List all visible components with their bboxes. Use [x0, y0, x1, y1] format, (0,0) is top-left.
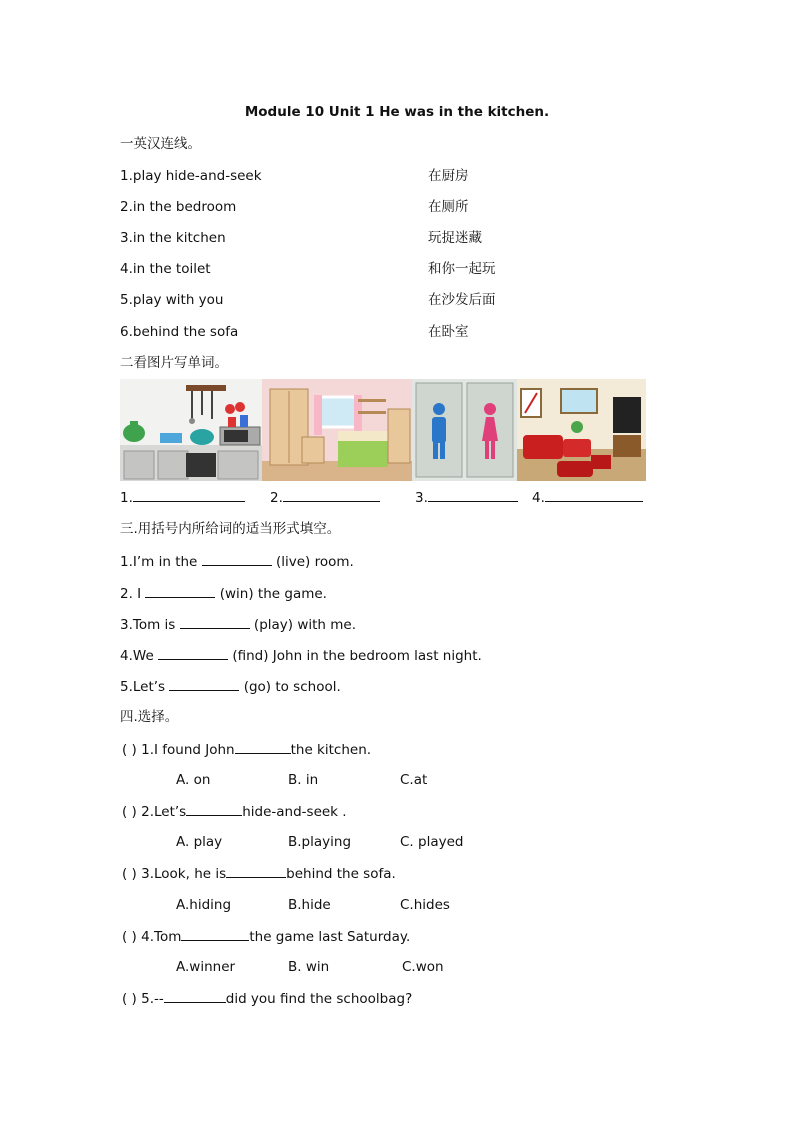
match-right-2: 在厕所 [428, 199, 469, 215]
match-left-5: 5.play with you [120, 292, 224, 308]
picture-blank-4 [532, 489, 643, 506]
fill-blank-1[interactable] [202, 553, 272, 566]
choice-question-2 [122, 803, 347, 820]
match-right-6: 在卧室 [428, 324, 469, 340]
blank-label-1: 1. [120, 490, 133, 506]
choice-question-5 [122, 990, 412, 1007]
choice-3-option-b[interactable]: B.hide [288, 897, 331, 913]
fill-blank-2[interactable] [145, 585, 215, 598]
choice-question-2-text: ( ) 2.Let’s [122, 804, 187, 820]
choice-question-3-tail: behind the sofa. [286, 866, 396, 882]
picture-blank-1 [120, 489, 245, 506]
choice-blank-2[interactable] [186, 803, 242, 816]
choice-2-option-c[interactable]: C. played [400, 834, 464, 850]
choice-4-option-b[interactable]: B. win [288, 959, 330, 975]
choice-2-option-b[interactable]: B.playing [288, 834, 352, 850]
fill-item-5 [120, 678, 341, 695]
fill-item-2-hint: (win) the game. [219, 586, 327, 602]
living-room-picture [517, 379, 646, 481]
choice-question-4 [122, 928, 410, 945]
match-right-1: 在厨房 [428, 168, 469, 184]
fill-item-5-hint: (go) to school. [243, 679, 341, 695]
fill-item-3-text: 3.Tom is [120, 617, 176, 633]
choice-3-option-c[interactable]: C.hides [400, 897, 450, 913]
choice-blank-5[interactable] [164, 990, 226, 1003]
section3-heading: 三.用括号内所给词的适当形式填空。 [120, 521, 341, 537]
choice-question-1-text: ( ) 1.I found John [122, 742, 235, 758]
choice-1-option-a[interactable]: A. on [176, 772, 211, 788]
fill-item-1-hint: (live) room. [275, 554, 354, 570]
answer-blank-1[interactable] [133, 489, 245, 502]
fill-item-4-text: 4.We [120, 648, 154, 664]
section1-heading: 一英汉连线。 [120, 136, 201, 152]
choice-blank-4[interactable] [181, 928, 249, 941]
toilet-picture [412, 379, 517, 481]
choice-question-1 [122, 741, 371, 758]
fill-item-3 [120, 616, 356, 633]
match-left-1: 1.play hide-and-seek [120, 168, 262, 184]
match-left-3: 3.in the kitchen [120, 230, 226, 246]
match-right-5: 在沙发后面 [428, 292, 496, 308]
kitchen-picture [120, 379, 262, 481]
fill-item-5-text: 5.Let’s [120, 679, 166, 695]
choice-question-2-tail: hide-and-seek . [242, 804, 347, 820]
choice-question-5-text: ( ) 5.-- [122, 991, 164, 1007]
fill-item-2 [120, 585, 327, 602]
match-left-6: 6.behind the sofa [120, 324, 239, 340]
answer-blank-3[interactable] [428, 489, 518, 502]
fill-blank-4[interactable] [158, 647, 228, 660]
choice-blank-3[interactable] [226, 865, 286, 878]
fill-item-4 [120, 647, 482, 664]
choice-2-option-a[interactable]: A. play [176, 834, 223, 850]
choice-question-4-text: ( ) 4.Tom [122, 929, 182, 945]
picture-blank-2 [270, 489, 380, 506]
choice-3-option-a[interactable]: A.hiding [176, 897, 232, 913]
fill-blank-5[interactable] [169, 678, 239, 691]
match-right-4: 和你一起玩 [428, 261, 496, 277]
fill-item-3-hint: (play) with me. [253, 617, 357, 633]
fill-item-1-text: 1.I’m in the [120, 554, 198, 570]
bedroom-picture [262, 379, 412, 481]
fill-item-2-text: 2. I [120, 586, 142, 602]
choice-question-4-tail: the game last Saturday. [249, 929, 411, 945]
fill-item-1 [120, 553, 354, 570]
choice-question-3-text: ( ) 3.Look, he is [122, 866, 227, 882]
blank-label-2: 2. [270, 490, 283, 506]
match-right-3: 玩捉迷藏 [428, 230, 482, 246]
match-left-2: 2.in the bedroom [120, 199, 237, 215]
match-left-4: 4.in the toilet [120, 261, 211, 277]
fill-item-4-hint: (find) John in the bedroom last night. [232, 648, 482, 664]
section2-heading: 二看图片写单词。 [120, 355, 228, 371]
choice-question-3 [122, 865, 396, 882]
choice-1-option-b[interactable]: B. in [288, 772, 319, 788]
choice-4-option-c[interactable]: C.won [402, 959, 444, 975]
page-title: Module 10 Unit 1 He was in the kitchen. [244, 104, 550, 120]
choice-question-1-tail: the kitchen. [290, 742, 372, 758]
answer-blank-2[interactable] [283, 489, 380, 502]
answer-blank-4[interactable] [545, 489, 643, 502]
choice-blank-1[interactable] [235, 741, 291, 754]
blank-label-3: 3. [415, 490, 428, 506]
picture-blank-3 [415, 489, 518, 506]
choice-4-option-a[interactable]: A.winner [176, 959, 236, 975]
choice-question-5-tail: did you find the schoolbag? [225, 991, 413, 1007]
choice-1-option-c[interactable]: C.at [400, 772, 428, 788]
picture-strip [120, 379, 646, 481]
blank-label-4: 4. [532, 490, 545, 506]
section4-heading: 四.选择。 [120, 709, 179, 725]
fill-blank-3[interactable] [180, 616, 250, 629]
